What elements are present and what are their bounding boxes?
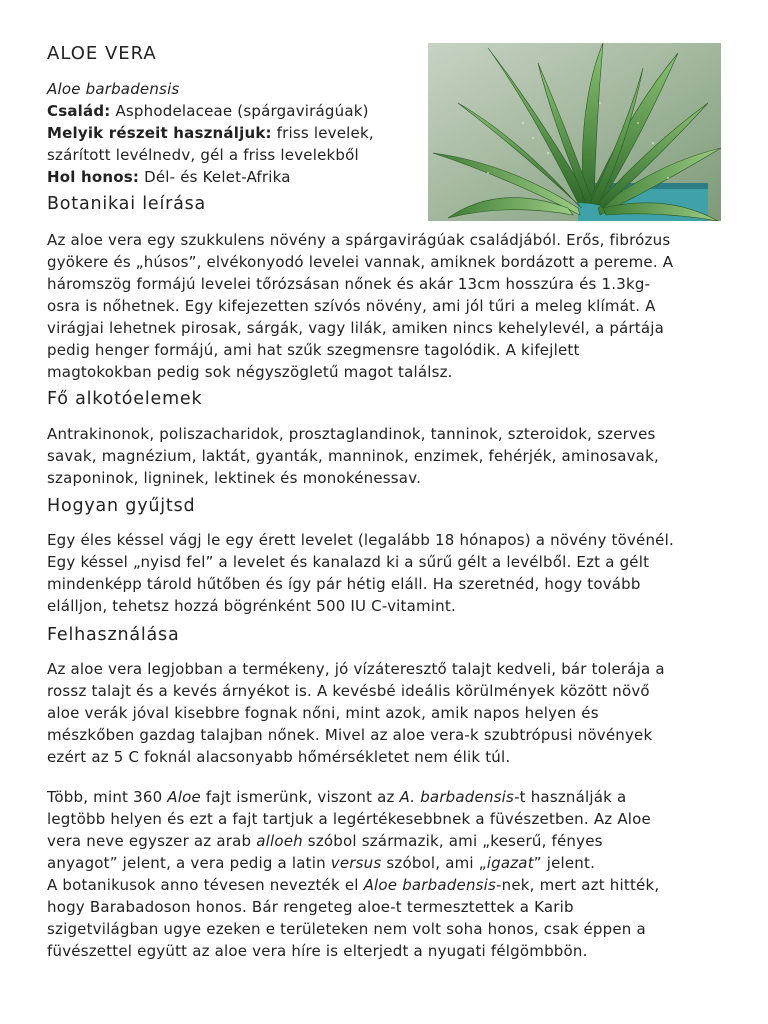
text-line: Egy éles késsel vágj le egy érett levelet (legalább 18 hónapos) a növény tövénél. — [47, 531, 674, 549]
parts-value: friss levelek, — [276, 124, 374, 142]
text-line: Az aloe vera legjobban a termékeny, jó vízáteresztő talajt kedveli, bár tolerája a — [47, 660, 665, 678]
text-line: Az aloe vera egy szukkulens növény a spárgavirágúak családjából. Erős, fibrózus — [47, 231, 671, 249]
section-heading-botanical: Botanikai leírása — [47, 194, 207, 214]
section-text-botanical — [47, 229, 727, 383]
text-line: osra is nőhetnek. Egy kifejezetten szívós növény, ami jól tűri a meleg klímát. A — [47, 297, 656, 315]
parts-label: Melyik részeit használjuk: — [47, 124, 272, 142]
page-title: ALOE VERA — [47, 43, 157, 64]
text-line: hogy Barabadoson honos. Bár rengeteg aloe-t termesztettek a Karib — [47, 898, 574, 916]
parts-row-cont: szárított levélnedv, gél a friss levelekből — [47, 146, 359, 164]
text-line: ezért az 5 C foknál alacsonyabb hőmérsékletet nem élik túl. — [47, 748, 511, 766]
section-text-history — [47, 786, 727, 962]
text-line: Több, mint 360 Aloe fajt ismerünk, viszont az A. barbadensis-t használják a — [47, 788, 627, 806]
text-line: mindenképp tárold hűtőben és így pár hétig eláll. Ha szeretnéd, hogy tovább — [47, 575, 641, 593]
section-heading-usage: Felhasználása — [47, 625, 180, 645]
text-line: anyagot” jelent, a vera pedig a latin versus szóbol, ami „igazat” jelent. — [47, 854, 596, 872]
text-line: pedig henger formájú, ami hat szűk szegmensre tagolódik. A kifejlett — [47, 341, 580, 359]
text-line: szigetvilágban ugye ezeken e területeken nem volt soha honos, csak éppen a — [47, 920, 646, 938]
plant-meta — [47, 78, 422, 188]
section-text-components — [47, 423, 727, 489]
family-value: Asphodelaceae (spárgavirágúak) — [115, 102, 369, 120]
text-line: háromszög formájú levelei tőrózsásan nőnek és akár 13cm hosszúra és 1.3kg- — [47, 275, 651, 293]
section-heading-harvest: Hogyan gyűjtsd — [47, 496, 196, 516]
text-line: mészkőben gazdag talajban nőnek. Mivel az aloe vera-k szubtrópusi növények — [47, 726, 653, 744]
aloe-plant-photo — [428, 43, 721, 221]
text-line: füvészettel együtt az aloe vera híre is elterjedt a nyugati félgömbbön. — [47, 942, 588, 960]
parts-row — [47, 122, 422, 144]
origin-row — [47, 166, 422, 188]
section-text-usage — [47, 658, 727, 768]
family-row — [47, 100, 422, 122]
text-line: szaponinok, ligninek, lektinek és monokénessav. — [47, 469, 422, 487]
text-line: elálljon, tehetsz hozzá bögrénként 500 IU C-vitamint. — [47, 597, 456, 615]
family-label: Család: — [47, 102, 111, 120]
text-line: vera neve egyszer az arab alloeh szóbol származik, ami „keserű, fényes — [47, 832, 603, 850]
latin-name: Aloe barbadensis — [47, 80, 180, 98]
origin-value: Dél- és Kelet-Afrika — [144, 168, 291, 186]
origin-label: Hol honos: — [47, 168, 140, 186]
text-line: Egy késsel „nyisd fel” a levelet és kanalazd ki a sűrű gélt a levélből. Ezt a gélt — [47, 553, 650, 571]
text-line: A botanikusok anno tévesen nevezték el Aloe barbadensis-nek, mert azt hitték, — [47, 876, 660, 894]
text-line: magtokokban pedig sok négyszögletű magot találsz. — [47, 363, 453, 381]
text-line: savak, magnézium, laktát, gyanták, manninok, enzimek, fehérjék, aminosavak, — [47, 447, 659, 465]
section-text-harvest — [47, 529, 727, 617]
text-line: gyökere és „húsos”, elvékonyodó levelei vannak, amiknek bordázott a pereme. A — [47, 253, 674, 271]
text-line: legtöbb helyen és ezt a fajt tartjuk a legértékesebbnek a füvészetben. Az Aloe — [47, 810, 651, 828]
section-heading-components: Fő alkotóelemek — [47, 389, 203, 409]
text-line: rossz talajt és a kevés árnyékot is. A kevésbé ideális körülmények között növő — [47, 682, 650, 700]
text-line: Antrakinonok, poliszacharidok, prosztaglandinok, tanninok, szteroidok, szerves — [47, 425, 656, 443]
text-line: aloe verák jóval kisebbre fognak nőni, mint azok, amik napos helyen és — [47, 704, 599, 722]
text-line: virágjai lehetnek pirosak, sárgák, vagy lilák, amiken nincs kehelylevél, a pártája — [47, 319, 665, 337]
